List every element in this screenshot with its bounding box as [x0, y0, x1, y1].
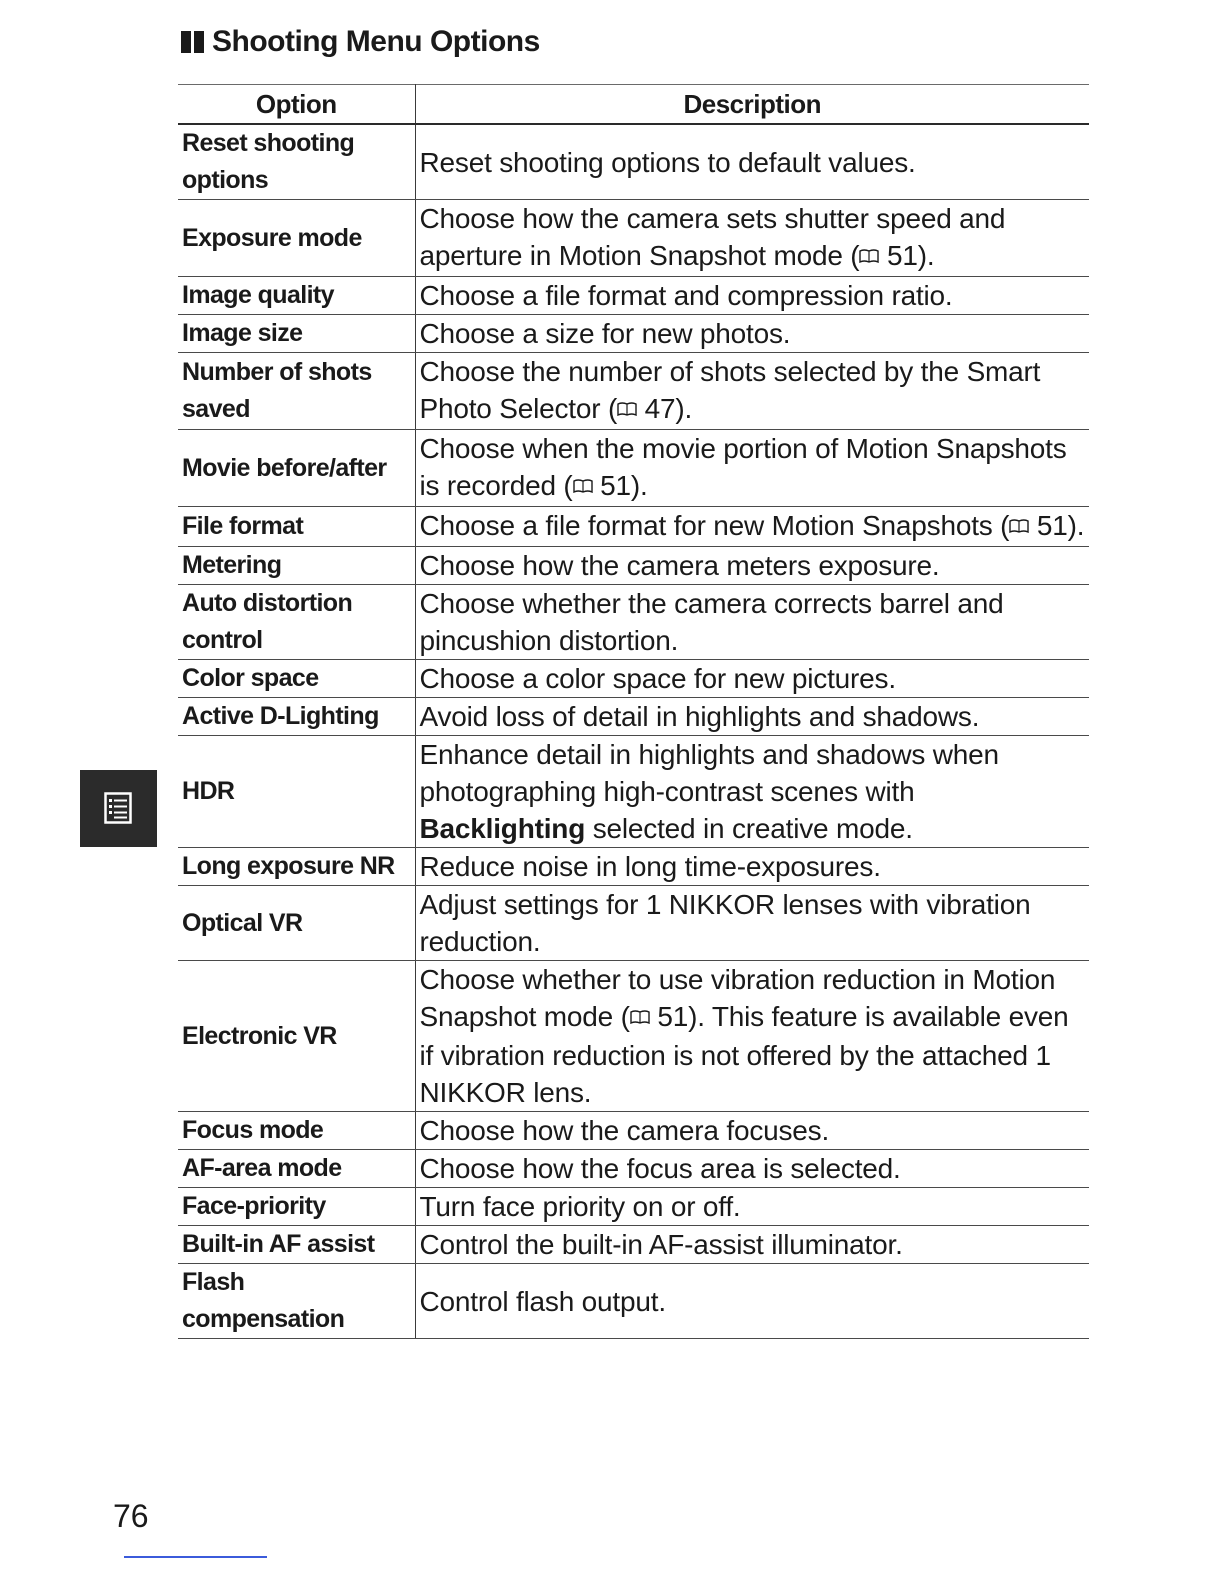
description-text: Choose how the camera focuses.	[419, 1115, 830, 1146]
page-number: 76	[113, 1498, 149, 1534]
description-text: Turn face priority on or off.	[419, 1191, 741, 1222]
description-tail: selected in creative mode.	[585, 813, 913, 844]
table-row	[178, 430, 1089, 507]
option-name: Focus mode	[178, 1112, 415, 1150]
option-name: Image quality	[178, 277, 415, 315]
option-description	[415, 353, 1089, 430]
description-tail: ).	[675, 393, 693, 424]
description-text: Choose when the movie portion of Motion Snapshots is recorded (	[419, 433, 1067, 501]
option-name: Movie before/after	[178, 430, 415, 507]
page-reference[interactable]: 51	[600, 470, 631, 501]
option-description	[415, 886, 1089, 961]
book-icon	[573, 469, 593, 506]
description-text: Choose whether the camera corrects barrel and pincushion distortion.	[419, 588, 1004, 656]
option-description	[415, 507, 1089, 547]
book-icon	[617, 392, 637, 429]
page-reference[interactable]: 51	[1036, 510, 1068, 541]
table-row	[178, 1150, 1089, 1188]
header-option: Option	[178, 85, 415, 125]
page-reference[interactable]: 51	[887, 240, 918, 271]
description-text: Adjust settings for 1 NIKKOR lenses with vibration reduction.	[419, 889, 1031, 957]
table-row	[178, 353, 1089, 430]
description-tail: ).	[1067, 510, 1085, 541]
option-name: Optical VR	[178, 886, 415, 961]
option-name: Number of shots saved	[178, 353, 415, 430]
book-icon	[1009, 509, 1029, 546]
option-description	[415, 1264, 1089, 1339]
table-row	[178, 736, 1089, 848]
description-text: Choose how the camera meters exposure.	[419, 550, 940, 581]
table-row	[178, 585, 1089, 660]
description-text: Control flash output.	[419, 1285, 666, 1317]
option-name: Image size	[178, 315, 415, 353]
option-name: Flash compensation	[178, 1264, 415, 1339]
table-row	[178, 200, 1089, 277]
option-name: File format	[178, 507, 415, 547]
description-text: Reduce noise in long time-exposures.	[419, 851, 881, 882]
description-text: Avoid loss of detail in highlights and shadows.	[419, 701, 980, 732]
option-description	[415, 430, 1089, 507]
description-text: Control the built-in AF-assist illuminator.	[419, 1229, 903, 1260]
book-icon	[859, 239, 879, 276]
option-description	[415, 1150, 1089, 1188]
section-title: Shooting Menu Options	[212, 25, 540, 58]
description-text: Choose how the camera sets shutter speed and aperture in Motion Snapshot mode (	[419, 203, 1006, 271]
option-name: AF-area mode	[178, 1150, 415, 1188]
option-description	[415, 698, 1089, 736]
description-text: Reset shooting options to default values.	[419, 146, 916, 178]
option-name: Auto distortion control	[178, 585, 415, 660]
description-text: Choose a file format and compression ratio.	[419, 280, 953, 311]
bold-term: Backlighting	[419, 813, 586, 844]
option-name: Color space	[178, 660, 415, 698]
table-row	[178, 961, 1089, 1112]
option-name: Face-priority	[178, 1188, 415, 1226]
description-tail: ).	[630, 470, 648, 501]
menu-list-icon	[104, 792, 132, 824]
option-description	[415, 736, 1089, 848]
shooting-menu-table	[178, 84, 1089, 1339]
option-name: Reset shooting options	[178, 124, 415, 200]
option-description	[415, 1226, 1089, 1264]
option-name: HDR	[178, 736, 415, 848]
table-row	[178, 507, 1089, 547]
description-text: Choose whether to use vibration reduction in Motion Snapshot mode (	[419, 964, 1056, 1032]
page-reference[interactable]: 47	[644, 393, 676, 424]
table-row	[178, 1112, 1089, 1150]
option-description	[415, 961, 1089, 1112]
description-tail: ).	[917, 240, 935, 271]
option-name: Metering	[178, 547, 415, 585]
heading-marker-icon	[181, 31, 204, 53]
option-name: Electronic VR	[178, 961, 415, 1112]
table-row	[178, 886, 1089, 961]
table-row	[178, 660, 1089, 698]
option-description	[415, 848, 1089, 886]
option-description	[415, 200, 1089, 277]
option-description	[415, 124, 1089, 200]
description-text: Choose how the focus area is selected.	[419, 1153, 901, 1184]
option-description	[415, 1188, 1089, 1226]
description-text: Enhance detail in highlights and shadows when photographing high-contrast scenes with	[419, 739, 999, 807]
table-row	[178, 124, 1089, 200]
table-row	[178, 1226, 1089, 1264]
option-name: Active D-Lighting	[178, 698, 415, 736]
shooting-menu-tab	[80, 770, 157, 847]
table-row	[178, 277, 1089, 315]
description-text: Choose the number of shots selected by the Smart Photo Selector (	[419, 356, 1041, 424]
option-description	[415, 315, 1089, 353]
table-row	[178, 547, 1089, 585]
description-text: Choose a color space for new pictures.	[419, 663, 896, 694]
option-description	[415, 660, 1089, 698]
table-row	[178, 315, 1089, 353]
header-description: Description	[415, 85, 1089, 125]
option-name: Built-in AF assist	[178, 1226, 415, 1264]
footer-rule	[124, 1556, 267, 1558]
book-icon	[630, 1000, 650, 1037]
table-row	[178, 698, 1089, 736]
option-description	[415, 585, 1089, 660]
section-heading	[181, 20, 540, 64]
option-description	[415, 1112, 1089, 1150]
option-name: Long exposure NR	[178, 848, 415, 886]
description-tail: ). This feature is available even if vibration reduction is not offered by the attached 1 NIKKOR lens.	[419, 1001, 1069, 1108]
page-reference[interactable]: 51	[657, 1001, 689, 1032]
option-name: Exposure mode	[178, 200, 415, 277]
option-description	[415, 277, 1089, 315]
table-header-row	[178, 85, 1089, 125]
description-text: Choose a size for new photos.	[419, 318, 791, 349]
option-description	[415, 547, 1089, 585]
description-text: Choose a file format for new Motion Snapshots (	[419, 510, 1010, 541]
table-row	[178, 1188, 1089, 1226]
table-row	[178, 1264, 1089, 1339]
table-row	[178, 848, 1089, 886]
